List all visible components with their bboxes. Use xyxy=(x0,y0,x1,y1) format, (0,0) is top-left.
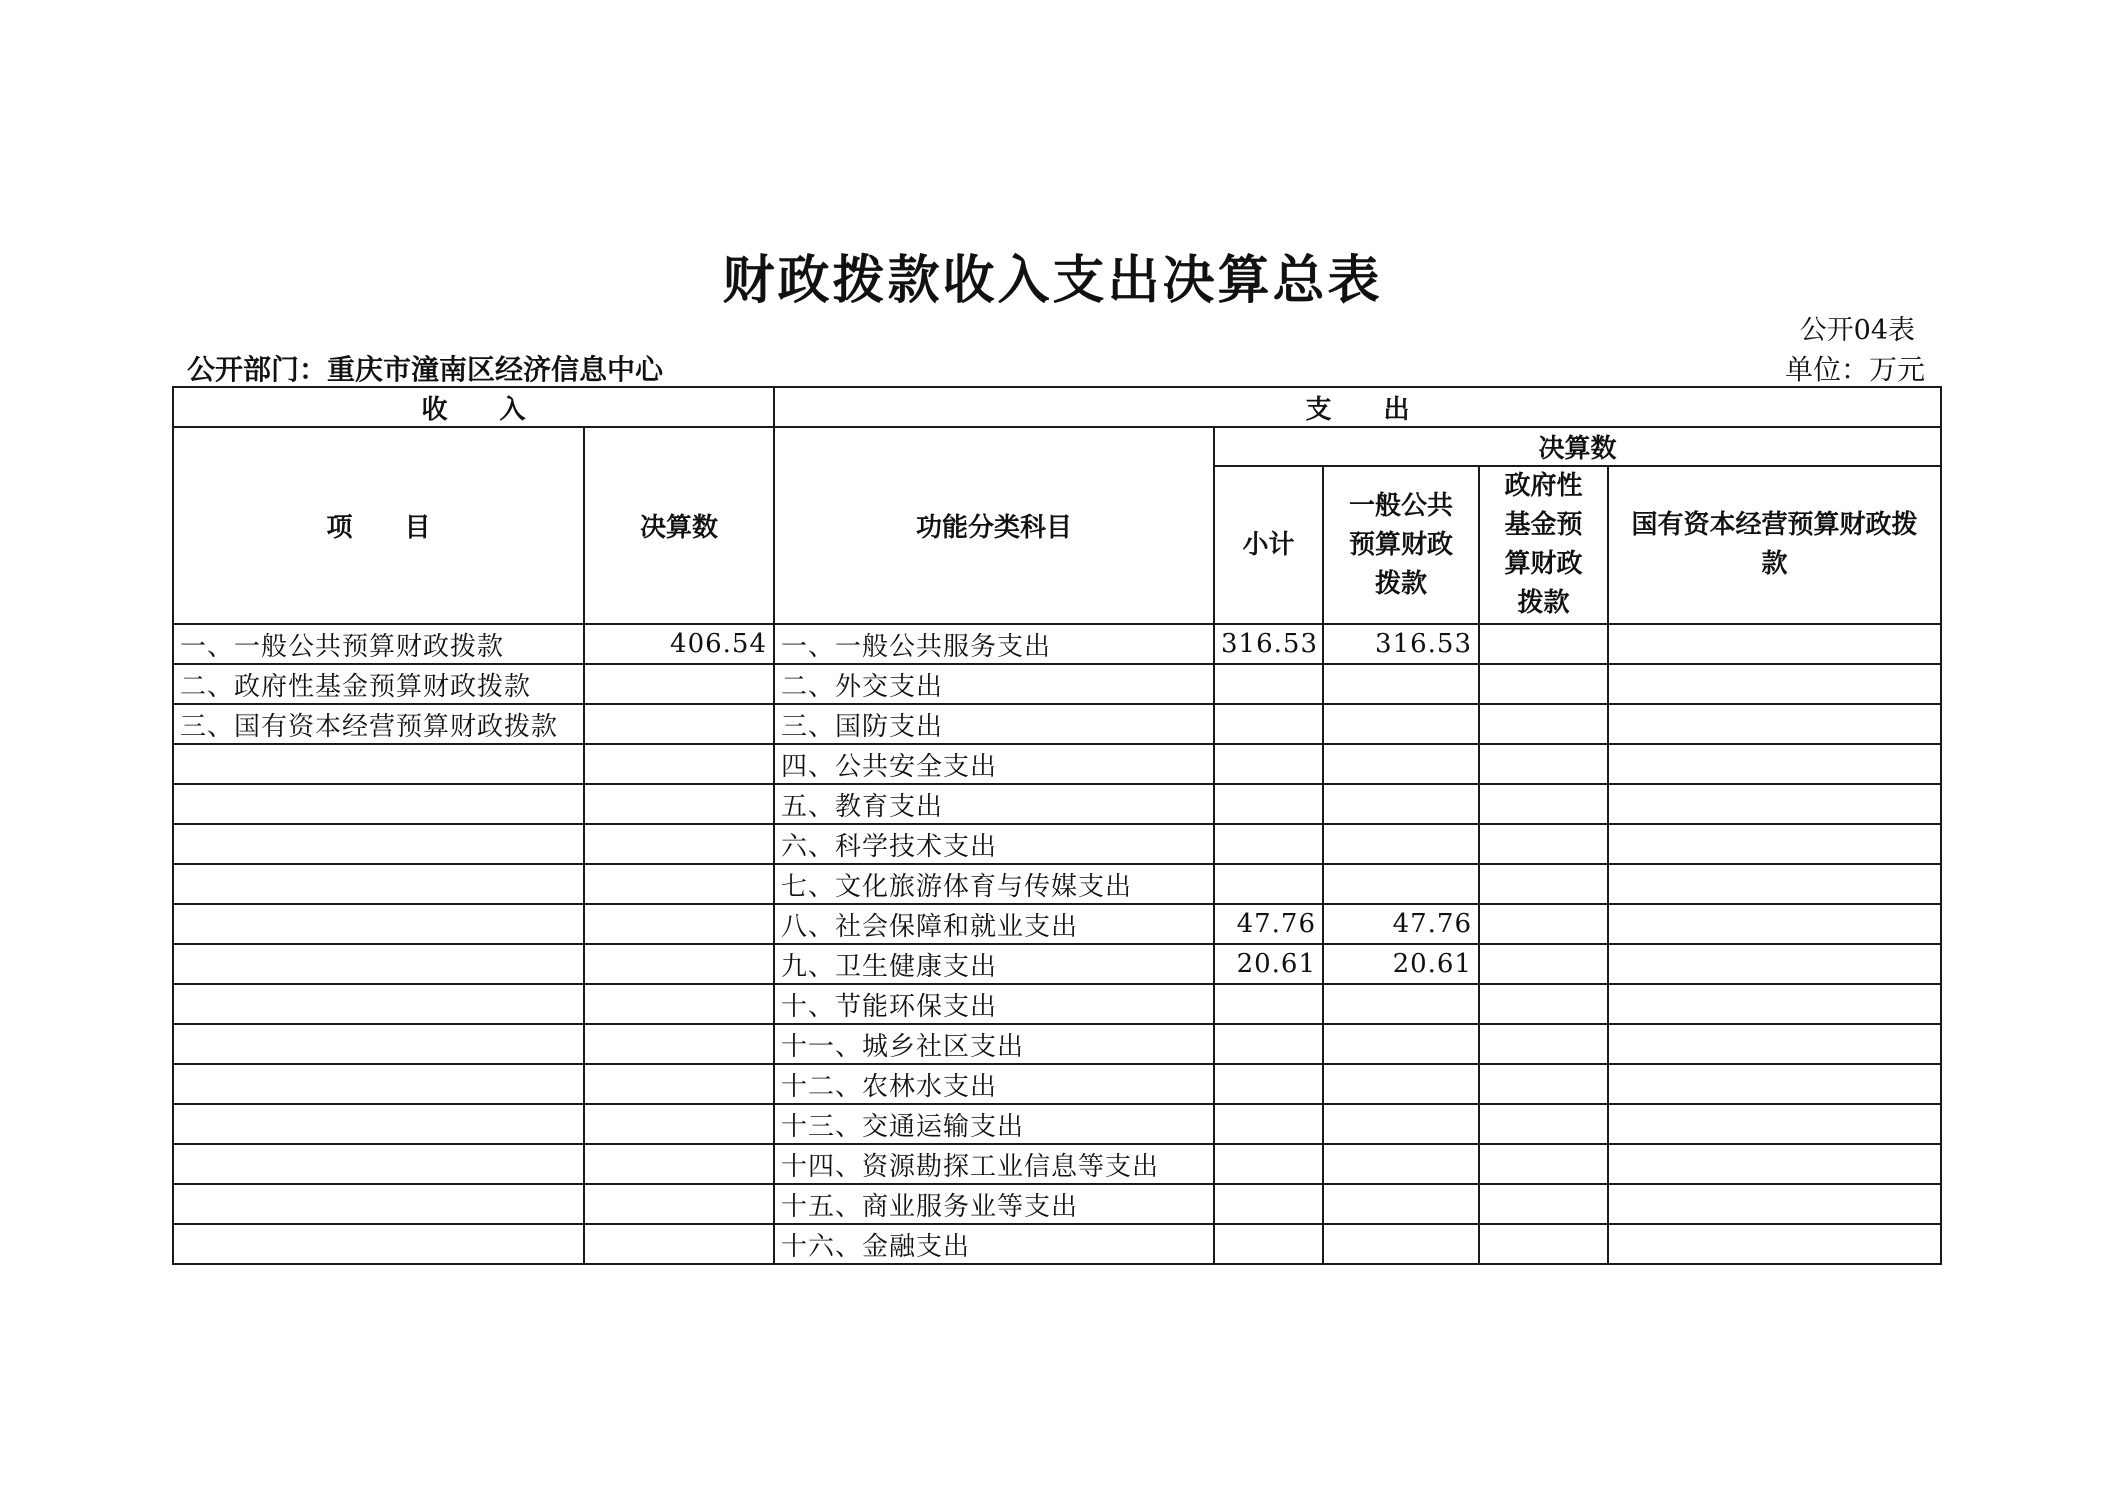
general-budget-cell xyxy=(1323,1224,1479,1264)
income-item-cell: 二、政府性基金预算财政拨款 xyxy=(173,664,584,704)
gov-fund-cell xyxy=(1479,1064,1608,1104)
state-capital-cell xyxy=(1608,944,1941,984)
income-amount-cell xyxy=(584,984,774,1024)
income-amount-cell xyxy=(584,784,774,824)
general-budget-cell xyxy=(1323,864,1479,904)
function-item-cell: 七、文化旅游体育与传媒支出 xyxy=(774,864,1214,904)
gov-fund-cell xyxy=(1479,904,1608,944)
subtotal-column-header: 小计 xyxy=(1214,466,1323,624)
state-capital-cell xyxy=(1608,1184,1941,1224)
gov-fund-cell xyxy=(1479,624,1608,664)
income-item-cell xyxy=(173,1144,584,1184)
income-item-cell: 一、一般公共预算财政拨款 xyxy=(173,624,584,664)
income-item-cell xyxy=(173,824,584,864)
table-row xyxy=(173,744,1941,784)
subtotal-cell xyxy=(1214,744,1323,784)
income-item-cell xyxy=(173,904,584,944)
function-item-cell: 十一、城乡社区支出 xyxy=(774,1024,1214,1064)
gov-fund-cell xyxy=(1479,744,1608,784)
income-item-cell xyxy=(173,1024,584,1064)
item-column-header: 项 目 xyxy=(173,427,584,624)
state-capital-cell xyxy=(1608,1144,1941,1184)
column-header-row xyxy=(173,427,1941,466)
subtotal-cell xyxy=(1214,824,1323,864)
general-budget-cell xyxy=(1323,824,1479,864)
state-capital-cell xyxy=(1608,904,1941,944)
income-header: 收 入 xyxy=(173,387,774,427)
income-amount-cell xyxy=(584,864,774,904)
general-budget-cell xyxy=(1323,1064,1479,1104)
function-item-cell: 三、国防支出 xyxy=(774,704,1214,744)
general-budget-cell xyxy=(1323,1144,1479,1184)
income-amount-cell xyxy=(584,1064,774,1104)
state-capital-column-header: 国有资本经营预算财政拨款 xyxy=(1608,466,1941,624)
general-budget-cell xyxy=(1323,1104,1479,1144)
function-column-header: 功能分类科目 xyxy=(774,427,1214,624)
state-capital-cell xyxy=(1608,864,1941,904)
gov-fund-cell xyxy=(1479,704,1608,744)
gov-fund-cell xyxy=(1479,1024,1608,1064)
gov-fund-column-header: 政府性基金预算财政拨款 xyxy=(1479,466,1608,624)
final-amount-column-header: 决算数 xyxy=(584,427,774,624)
final-amount-group-header: 决算数 xyxy=(1214,427,1941,466)
subtotal-cell xyxy=(1214,704,1323,744)
appropriation-table xyxy=(172,386,1942,1265)
general-budget-cell: 316.53 xyxy=(1323,624,1479,664)
section-header-row xyxy=(173,387,1941,427)
income-item-cell xyxy=(173,1184,584,1224)
state-capital-cell xyxy=(1608,1104,1941,1144)
subtotal-cell: 47.76 xyxy=(1214,904,1323,944)
gov-fund-cell xyxy=(1479,824,1608,864)
gov-fund-cell xyxy=(1479,1144,1608,1184)
income-amount-cell xyxy=(584,824,774,864)
function-item-cell: 六、科学技术支出 xyxy=(774,824,1214,864)
income-item-cell xyxy=(173,1104,584,1144)
general-budget-cell xyxy=(1323,744,1479,784)
income-item-cell xyxy=(173,744,584,784)
function-item-cell: 十二、农林水支出 xyxy=(774,1064,1214,1104)
subtotal-cell xyxy=(1214,864,1323,904)
function-item-cell: 十四、资源勘探工业信息等支出 xyxy=(774,1144,1214,1184)
department-label: 公开部门：重庆市潼南区经济信息中心 xyxy=(187,353,664,386)
function-item-cell: 十五、商业服务业等支出 xyxy=(774,1184,1214,1224)
unit-label: 单位：万元 xyxy=(1784,353,1925,386)
table-row xyxy=(173,1184,1941,1224)
function-item-cell: 四、公共安全支出 xyxy=(774,744,1214,784)
table-row xyxy=(173,624,1941,664)
table-row xyxy=(173,1224,1941,1264)
table-row xyxy=(173,664,1941,704)
subtotal-cell xyxy=(1214,784,1323,824)
general-budget-column-header: 一般公共预算财政拨款 xyxy=(1323,466,1479,624)
income-amount-cell xyxy=(584,704,774,744)
income-amount-cell xyxy=(584,1224,774,1264)
income-item-cell xyxy=(173,784,584,824)
general-budget-cell xyxy=(1323,784,1479,824)
income-item-cell xyxy=(173,864,584,904)
income-amount-cell xyxy=(584,1024,774,1064)
income-amount-cell xyxy=(584,1104,774,1144)
income-amount-cell: 406.54 xyxy=(584,624,774,664)
function-item-cell: 一、一般公共服务支出 xyxy=(774,624,1214,664)
gov-fund-cell xyxy=(1479,1104,1608,1144)
general-budget-cell: 20.61 xyxy=(1323,944,1479,984)
state-capital-cell xyxy=(1608,744,1941,784)
general-budget-cell xyxy=(1323,1024,1479,1064)
income-amount-cell xyxy=(584,664,774,704)
general-budget-cell xyxy=(1323,664,1479,704)
state-capital-cell xyxy=(1608,1224,1941,1264)
general-budget-cell xyxy=(1323,704,1479,744)
table-row xyxy=(173,904,1941,944)
income-item-cell: 三、国有资本经营预算财政拨款 xyxy=(173,704,584,744)
table-row xyxy=(173,1104,1941,1144)
gov-fund-cell xyxy=(1479,864,1608,904)
state-capital-cell xyxy=(1608,704,1941,744)
subtotal-cell: 316.53 xyxy=(1214,624,1323,664)
subtotal-cell xyxy=(1214,664,1323,704)
state-capital-cell xyxy=(1608,624,1941,664)
general-budget-cell xyxy=(1323,984,1479,1024)
gov-fund-cell xyxy=(1479,984,1608,1024)
table-row xyxy=(173,1144,1941,1184)
income-amount-cell xyxy=(584,904,774,944)
state-capital-cell xyxy=(1608,1064,1941,1104)
subtotal-cell xyxy=(1214,1024,1323,1064)
table-row xyxy=(173,704,1941,744)
subtotal-cell xyxy=(1214,1184,1323,1224)
function-item-cell: 五、教育支出 xyxy=(774,784,1214,824)
table-row xyxy=(173,864,1941,904)
gov-fund-cell xyxy=(1479,784,1608,824)
function-item-cell: 二、外交支出 xyxy=(774,664,1214,704)
income-item-cell xyxy=(173,944,584,984)
table-row xyxy=(173,1024,1941,1064)
general-budget-cell xyxy=(1323,1184,1479,1224)
income-item-cell xyxy=(173,1064,584,1104)
subtotal-cell xyxy=(1214,1104,1323,1144)
expenditure-header: 支 出 xyxy=(774,387,1941,427)
state-capital-cell xyxy=(1608,984,1941,1024)
gov-fund-cell xyxy=(1479,1224,1608,1264)
table-row xyxy=(173,944,1941,984)
table-row xyxy=(173,784,1941,824)
table-row xyxy=(173,1064,1941,1104)
function-item-cell: 八、社会保障和就业支出 xyxy=(774,904,1214,944)
function-item-cell: 十、节能环保支出 xyxy=(774,984,1214,1024)
state-capital-cell xyxy=(1608,824,1941,864)
function-item-cell: 十六、金融支出 xyxy=(774,1224,1214,1264)
gov-fund-cell xyxy=(1479,944,1608,984)
state-capital-cell xyxy=(1608,664,1941,704)
subtotal-cell: 20.61 xyxy=(1214,944,1323,984)
function-item-cell: 十三、交通运输支出 xyxy=(774,1104,1214,1144)
form-code: 公开04表 xyxy=(1799,315,1915,346)
income-amount-cell xyxy=(584,944,774,984)
state-capital-cell xyxy=(1608,784,1941,824)
subtotal-cell xyxy=(1214,1144,1323,1184)
general-budget-cell: 47.76 xyxy=(1323,904,1479,944)
subtotal-cell xyxy=(1214,984,1323,1024)
state-capital-cell xyxy=(1608,1024,1941,1064)
income-item-cell xyxy=(173,1224,584,1264)
table-row xyxy=(173,824,1941,864)
income-item-cell xyxy=(173,984,584,1024)
gov-fund-cell xyxy=(1479,664,1608,704)
page-title: 财政拨款收入支出决算总表 xyxy=(722,251,1383,311)
function-item-cell: 九、卫生健康支出 xyxy=(774,944,1214,984)
gov-fund-cell xyxy=(1479,1184,1608,1224)
table-row xyxy=(173,984,1941,1024)
subtotal-cell xyxy=(1214,1224,1323,1264)
income-amount-cell xyxy=(584,1184,774,1224)
income-amount-cell xyxy=(584,744,774,784)
subtotal-cell xyxy=(1214,1064,1323,1104)
income-amount-cell xyxy=(584,1144,774,1184)
